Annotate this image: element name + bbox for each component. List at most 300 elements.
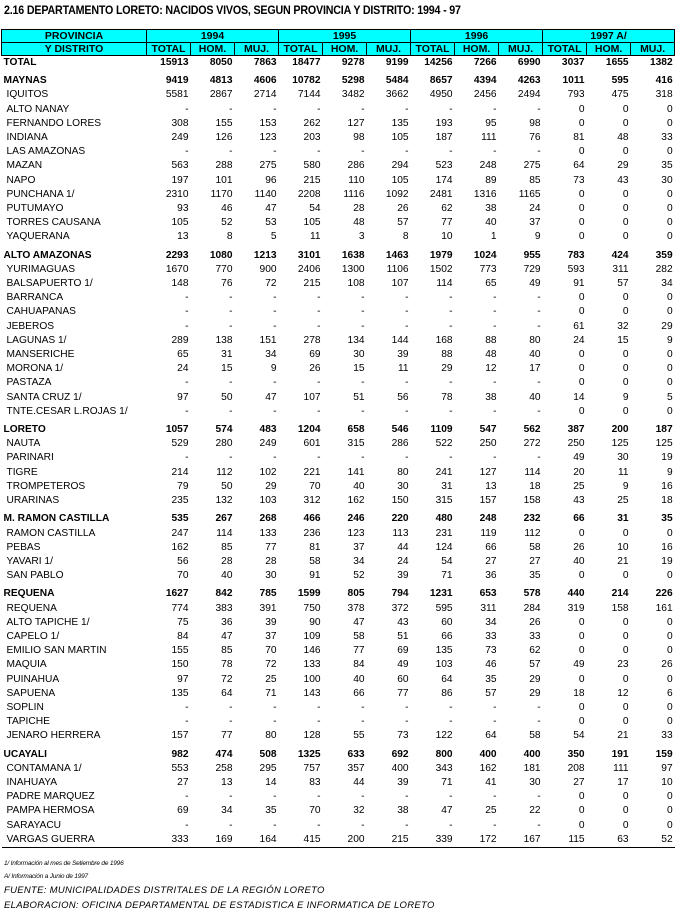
value-cell: - [229, 320, 233, 332]
value-cell: 85 [529, 174, 541, 186]
value-cell: 203 [303, 132, 321, 144]
value-cell: 57 [617, 278, 629, 290]
page-title: 2.16 DEPARTAMENTO LORETO: NACIDOS VIVOS, SEGUN PROVINCIA Y DISTRITO: 1994 - 97 [4, 5, 461, 17]
value-cell: 280 [215, 438, 233, 450]
value-cell: 9 [622, 480, 629, 492]
value-cell: 0 [666, 306, 673, 318]
value-cell: 0 [622, 645, 629, 657]
elaboration-note: ELABORACION: OFICINA DEPARTAMENTAL DE ESTADISTICA E INFORMATICA DE LORETO [4, 900, 435, 911]
value-cell: 0 [666, 716, 673, 728]
value-cell: 11 [618, 466, 629, 478]
value-cell: 64 [441, 673, 453, 685]
value-cell: 65 [485, 278, 497, 290]
source-note: FUENTE: MUNICIPALIDADES DISTRITALES DE LA REGIÓN LORETO [4, 885, 325, 896]
value-cell: - [229, 306, 233, 318]
value-cell: 535 [171, 513, 189, 525]
district-row [2, 569, 675, 583]
value-cell: 1316 [473, 188, 497, 200]
header-province-label: PROVINCIA [2, 30, 147, 43]
value-cell: 77 [221, 730, 233, 742]
value-cell: 1116 [343, 188, 365, 200]
value-cell: 1300 [341, 263, 365, 275]
value-cell: - [449, 320, 453, 332]
value-cell: 246 [347, 513, 365, 525]
value-cell: 523 [435, 160, 453, 172]
value-cell: 794 [391, 588, 409, 600]
row-label: TOTAL [3, 57, 37, 68]
value-cell: 1655 [605, 57, 629, 68]
value-cell: 122 [435, 730, 453, 742]
value-cell: 226 [655, 588, 673, 600]
value-cell: 187 [435, 132, 453, 144]
value-cell: 343 [435, 762, 453, 774]
value-cell: 141 [347, 466, 365, 478]
value-cell: 124 [435, 541, 453, 553]
value-cell: 1024 [473, 249, 497, 261]
value-cell: 275 [259, 160, 277, 172]
value-cell: 0 [666, 363, 673, 375]
value-cell: 158 [611, 602, 629, 614]
value-cell: 1106 [386, 263, 409, 275]
value-cell: 24 [177, 363, 189, 375]
value-cell: 157 [171, 730, 189, 742]
value-cell: 842 [215, 588, 233, 600]
value-cell: - [317, 819, 321, 831]
district-row [2, 131, 675, 145]
value-cell: 400 [479, 748, 497, 760]
value-cell: 793 [567, 89, 585, 101]
header-subcol-total: TOTAL [543, 43, 587, 56]
row-label: PAMPA HERMOSA [6, 805, 95, 817]
row-label: MORONA 1/ [6, 363, 64, 375]
row-label: YAVARI 1/ [6, 555, 53, 567]
value-cell: 2406 [297, 263, 321, 275]
value-cell: 78 [221, 659, 233, 671]
value-cell: 578 [523, 588, 541, 600]
value-cell: 52 [631, 833, 675, 848]
value-cell: 102 [259, 466, 277, 478]
value-cell: 9 [270, 363, 277, 375]
births-table [1, 29, 675, 848]
value-cell: 0 [622, 231, 629, 243]
value-cell: 2208 [297, 188, 321, 200]
district-row [2, 88, 675, 102]
value-cell: - [537, 306, 541, 318]
value-cell: 57 [397, 217, 409, 229]
value-cell: 7144 [297, 89, 321, 101]
value-cell: 440 [567, 588, 585, 600]
value-cell: 30 [265, 570, 277, 582]
value-cell: 284 [523, 602, 541, 614]
value-cell: 0 [578, 819, 585, 831]
value-cell: 123 [259, 132, 277, 144]
value-cell: 383 [215, 602, 233, 614]
value-cell: 197 [171, 174, 189, 186]
value-cell: - [361, 146, 365, 158]
value-cell: 4606 [253, 75, 277, 87]
value-cell: 9 [622, 391, 629, 403]
value-cell: - [317, 716, 321, 728]
value-cell: - [361, 320, 365, 332]
value-cell: - [273, 452, 277, 464]
value-cell: 800 [435, 748, 453, 760]
row-label: YAQUERANA [6, 231, 70, 243]
value-cell: - [361, 791, 365, 803]
value-cell: 9 [666, 334, 673, 346]
row-label: PUNCHANA 1/ [6, 188, 75, 200]
value-cell: 0 [578, 630, 585, 642]
value-cell: 0 [578, 791, 585, 803]
value-cell: 34 [661, 278, 673, 290]
value-cell: 15 [353, 363, 365, 375]
value-cell: 161 [655, 602, 673, 614]
value-cell: 11 [397, 363, 409, 375]
value-cell: 66 [353, 687, 365, 699]
district-row [2, 348, 675, 362]
value-cell: 159 [655, 748, 673, 760]
district-row [2, 376, 675, 390]
value-cell: 0 [578, 570, 585, 582]
value-cell: 6990 [517, 57, 541, 68]
value-cell: - [317, 701, 321, 713]
value-cell: 10 [441, 231, 453, 243]
value-cell: 333 [147, 833, 191, 848]
value-cell: 2867 [209, 89, 233, 101]
value-cell: 80 [529, 334, 541, 346]
value-cell: 72 [221, 673, 233, 685]
value-cell: 16 [661, 541, 673, 553]
district-row [2, 202, 675, 216]
value-cell: 0 [578, 716, 585, 728]
value-cell: 214 [171, 466, 189, 478]
header-subcol-total: TOTAL [279, 43, 323, 56]
value-cell: 187 [655, 424, 673, 436]
value-cell: 729 [523, 263, 541, 275]
value-cell: 132 [215, 495, 233, 507]
value-cell: 12 [485, 363, 497, 375]
value-cell: 50 [221, 391, 233, 403]
header-subcol-hom: HOM. [455, 43, 499, 56]
value-cell: 47 [441, 805, 453, 817]
value-cell: 151 [259, 334, 277, 346]
value-cell: - [493, 452, 497, 464]
value-cell: - [273, 320, 277, 332]
value-cell: - [185, 103, 189, 115]
value-cell: 28 [265, 555, 277, 567]
value-cell: - [449, 791, 453, 803]
value-cell: 40 [485, 217, 497, 229]
value-cell: - [229, 791, 233, 803]
value-cell: 247 [171, 527, 189, 539]
value-cell: 15 [221, 363, 233, 375]
value-cell: 36 [485, 570, 497, 582]
value-cell: 0 [578, 292, 585, 304]
value-cell: 60 [441, 616, 453, 628]
value-cell: 359 [655, 249, 673, 261]
value-cell: 982 [171, 748, 189, 760]
value-cell: 319 [567, 602, 585, 614]
header-district-label: Y DISTRITO [2, 43, 147, 56]
district-row [2, 103, 675, 117]
value-cell: 77 [265, 541, 277, 553]
value-cell: - [405, 819, 409, 831]
value-cell: - [185, 701, 189, 713]
value-cell: 84 [353, 659, 365, 671]
value-cell: 0 [578, 117, 585, 129]
district-row [2, 159, 675, 173]
value-cell: 33 [661, 730, 673, 742]
value-cell: 40 [221, 570, 233, 582]
row-label: M. RAMON CASTILLA [3, 513, 110, 525]
value-cell: - [361, 452, 365, 464]
value-cell: 21 [617, 555, 629, 567]
value-cell: 13 [177, 231, 189, 243]
value-cell: - [273, 791, 277, 803]
district-row [2, 729, 675, 743]
value-cell: 315 [347, 438, 365, 450]
row-label: BARRANCA [6, 292, 64, 304]
value-cell: 80 [265, 730, 277, 742]
value-cell: 105 [171, 217, 189, 229]
value-cell: 181 [523, 762, 541, 774]
value-cell: 25 [265, 673, 277, 685]
row-label: TORRES CAUSANA [6, 217, 101, 229]
value-cell: 84 [177, 630, 189, 642]
value-cell: 9199 [385, 57, 409, 68]
value-cell: 248 [479, 513, 497, 525]
value-cell: 64 [485, 730, 497, 742]
value-cell: 26 [529, 616, 541, 628]
value-cell: 8 [402, 231, 409, 243]
district-row [2, 819, 675, 833]
value-cell: 4263 [517, 75, 541, 87]
value-cell: 391 [259, 602, 277, 614]
value-cell: 71 [441, 570, 453, 582]
value-cell: - [537, 452, 541, 464]
value-cell: 164 [235, 833, 279, 848]
value-cell: 400 [391, 762, 409, 774]
value-cell: - [493, 146, 497, 158]
header-year-1994: 1994 [147, 30, 279, 43]
value-cell: - [449, 716, 453, 728]
value-cell: 1165 [518, 188, 541, 200]
value-cell: 1080 [209, 249, 233, 261]
value-cell: 69 [397, 645, 409, 657]
value-cell: - [317, 791, 321, 803]
value-cell: 955 [523, 249, 541, 261]
value-cell: 135 [391, 117, 409, 129]
value-cell: 96 [265, 174, 277, 186]
district-row [2, 616, 675, 630]
value-cell: 0 [622, 527, 629, 539]
value-cell: 115 [543, 833, 587, 848]
value-cell: 0 [666, 701, 673, 713]
value-cell: 49 [397, 659, 409, 671]
value-cell: 66 [441, 630, 453, 642]
value-cell: 378 [347, 602, 365, 614]
value-cell: - [493, 377, 497, 389]
value-cell: 39 [397, 570, 409, 582]
value-cell: 38 [397, 805, 409, 817]
value-cell: 14 [573, 391, 585, 403]
value-cell: 31 [221, 349, 233, 361]
row-label: VARGAS GUERRA [2, 833, 147, 848]
value-cell: 24 [529, 203, 541, 215]
value-cell: 0 [622, 819, 629, 831]
value-cell: 191 [611, 748, 629, 760]
value-cell: 339 [411, 833, 455, 848]
value-cell: 20 [573, 466, 585, 478]
value-cell: 41 [485, 776, 497, 788]
value-cell: 39 [265, 616, 277, 628]
province-row [2, 423, 675, 437]
province-row [2, 512, 675, 526]
value-cell: 85 [221, 645, 233, 657]
value-cell: 47 [221, 630, 233, 642]
value-cell: 91 [573, 278, 585, 290]
value-cell: 105 [391, 174, 409, 186]
value-cell: 294 [391, 160, 409, 172]
value-cell: 81 [573, 132, 585, 144]
value-cell: - [361, 306, 365, 318]
value-cell: 0 [578, 217, 585, 229]
header-year-1995: 1995 [279, 30, 411, 43]
row-label: EMILIO SAN MARTIN [6, 645, 107, 657]
value-cell: 278 [303, 334, 321, 346]
value-cell: - [361, 292, 365, 304]
value-cell: 47 [265, 203, 277, 215]
value-cell: 272 [523, 438, 541, 450]
value-cell: 61 [573, 320, 585, 332]
value-cell: 221 [303, 466, 321, 478]
value-cell: 0 [622, 203, 629, 215]
footnotes [4, 857, 435, 913]
header-subcol-total: TOTAL [147, 43, 191, 56]
value-cell: 593 [567, 263, 585, 275]
value-cell: 72 [265, 278, 277, 290]
value-cell: 34 [265, 349, 277, 361]
value-cell: 150 [391, 495, 409, 507]
value-cell: 77 [397, 687, 409, 699]
province-row [2, 587, 675, 601]
value-cell: 18 [661, 495, 673, 507]
value-cell: 235 [171, 495, 189, 507]
value-cell: 93 [177, 203, 189, 215]
value-cell: 2714 [253, 89, 277, 101]
value-cell: 9419 [165, 75, 189, 87]
value-cell: 32 [353, 805, 365, 817]
value-cell: 0 [622, 716, 629, 728]
value-cell: 40 [529, 391, 541, 403]
value-cell: 89 [485, 174, 497, 186]
value-cell: 40 [353, 673, 365, 685]
value-cell: 424 [611, 249, 629, 261]
value-cell: 48 [485, 349, 497, 361]
value-cell: - [361, 716, 365, 728]
row-label: REQUENA [6, 602, 57, 614]
value-cell: 0 [578, 349, 585, 361]
value-cell: 483 [259, 424, 277, 436]
value-cell: 249 [171, 132, 189, 144]
value-cell: - [229, 452, 233, 464]
value-cell: 289 [171, 334, 189, 346]
value-cell: 111 [481, 132, 497, 144]
value-cell: 97 [177, 391, 189, 403]
value-cell: 29 [441, 363, 453, 375]
header-subcol-hom: HOM. [587, 43, 631, 56]
value-cell: 2481 [429, 188, 453, 200]
value-cell: 1502 [429, 263, 453, 275]
value-cell: 0 [666, 570, 673, 582]
value-cell: 64 [573, 160, 585, 172]
value-cell: 98 [353, 132, 365, 144]
value-cell: 133 [259, 527, 277, 539]
value-cell: 601 [303, 438, 321, 450]
value-cell: 200 [611, 424, 629, 436]
value-cell: 658 [347, 424, 365, 436]
row-label: INAHUAYA [6, 776, 58, 788]
row-label: JEBEROS [6, 320, 55, 332]
value-cell: - [537, 405, 541, 417]
value-cell: 0 [578, 306, 585, 318]
value-cell: 0 [622, 791, 629, 803]
value-cell: 350 [567, 748, 585, 760]
value-cell: - [493, 103, 497, 115]
value-cell: 56 [177, 555, 189, 567]
value-cell: 17 [529, 363, 541, 375]
district-row [2, 277, 675, 291]
row-label: PUINAHUA [6, 673, 60, 685]
value-cell: 553 [171, 762, 189, 774]
district-row [2, 174, 675, 188]
value-cell: 32 [617, 320, 629, 332]
district-row [2, 145, 675, 159]
district-row [2, 687, 675, 701]
value-cell: 69 [309, 349, 321, 361]
value-cell: 1057 [165, 424, 189, 436]
value-cell: 35 [485, 673, 497, 685]
value-cell: 13 [221, 776, 233, 788]
value-cell: 773 [479, 263, 497, 275]
district-row [2, 673, 675, 687]
row-label: INDIANA [6, 132, 48, 144]
value-cell: 112 [524, 527, 541, 539]
value-cell: 27 [529, 555, 541, 567]
header-subcol-muj: MUJ. [631, 43, 675, 56]
value-cell: 236 [303, 527, 321, 539]
value-cell: 30 [397, 480, 409, 492]
value-cell: 750 [303, 602, 321, 614]
value-cell: 128 [303, 730, 321, 742]
row-label: NAUTA [6, 438, 41, 450]
value-cell: 30 [353, 349, 365, 361]
value-cell: 51 [353, 391, 365, 403]
value-cell: 8 [226, 231, 233, 243]
value-cell: - [273, 103, 277, 115]
value-cell: 0 [622, 306, 629, 318]
value-cell: 64 [221, 687, 233, 699]
value-cell: 162 [347, 495, 365, 507]
value-cell: 400 [523, 748, 541, 760]
value-cell: - [493, 819, 497, 831]
value-cell: - [405, 452, 409, 464]
value-cell: 0 [622, 701, 629, 713]
value-cell: - [317, 103, 321, 115]
value-cell: 250 [479, 438, 497, 450]
value-cell: - [229, 146, 233, 158]
district-row [2, 762, 675, 776]
value-cell: 33 [661, 132, 673, 144]
